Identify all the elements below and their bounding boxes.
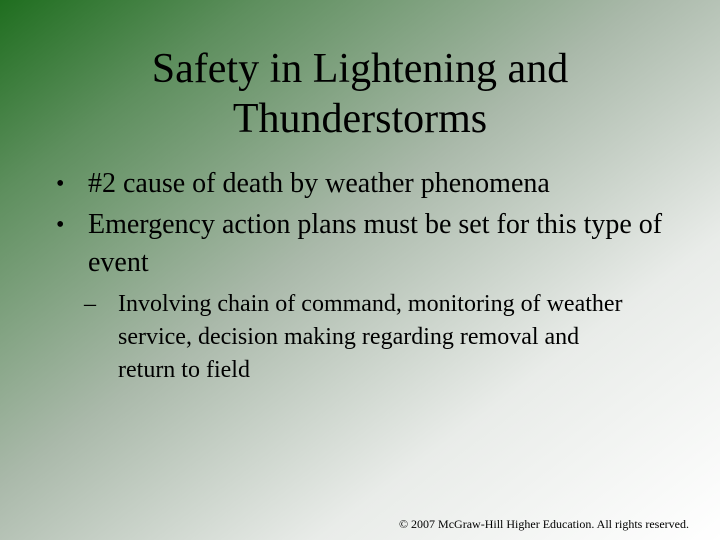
slide-title-line-1: Safety in Lightening and — [151, 46, 569, 92]
sub-bullet-marker: – — [84, 291, 96, 317]
bullet-item — [54, 206, 674, 282]
copyright-footer: © 2007 McGraw-Hill Higher Education. All rights reserved. — [398, 517, 689, 531]
slide-title — [60, 44, 660, 144]
sub-bullet-text: Involving chain of command, monitoring of weather service, decision making regarding removal and return to field — [118, 291, 623, 383]
bullet-item — [54, 165, 674, 203]
bullet-list — [54, 165, 674, 387]
bullet-text: Emergency action plans must be set for this type of event — [88, 209, 663, 278]
bullet-text: #2 cause of death by weather phenomena — [88, 168, 550, 199]
bullet-marker: • — [56, 212, 65, 238]
sub-bullet-item — [54, 288, 638, 387]
bullet-marker: • — [56, 171, 65, 197]
slide-title-line-2: Thunderstorms — [232, 96, 488, 142]
